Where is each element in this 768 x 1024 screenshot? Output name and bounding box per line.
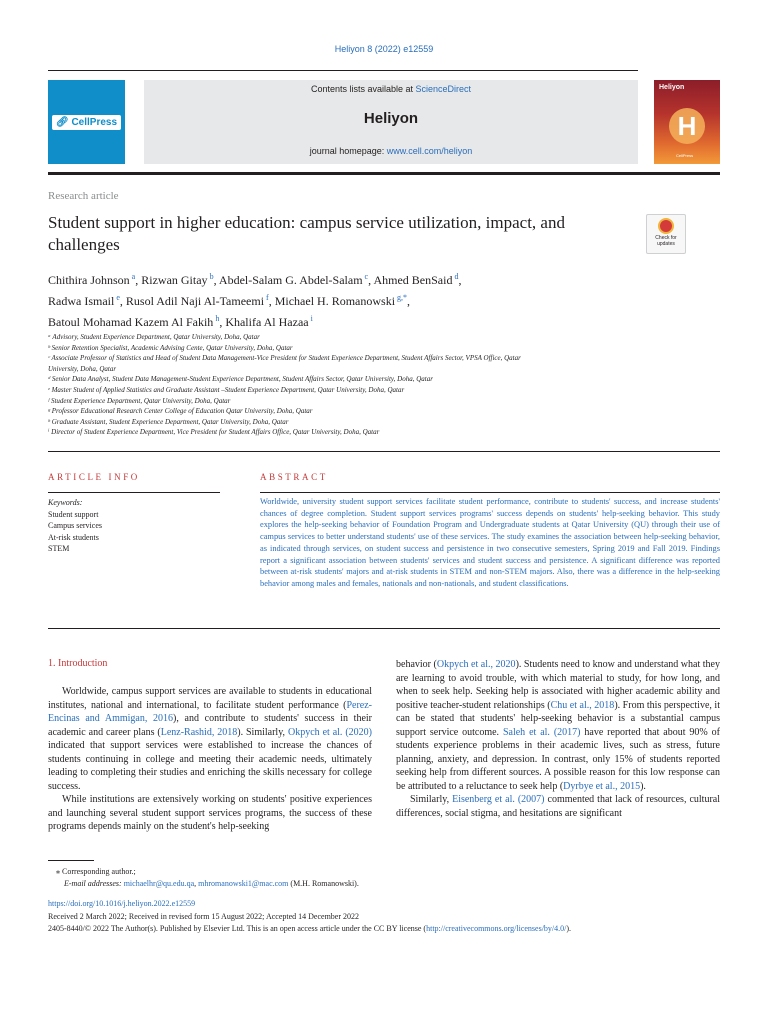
affiliation-marker[interactable]: c	[362, 272, 369, 281]
affiliation: ᵉ Master Student of Applied Statistics and Graduate Assistant –Student Experience Department, Qatar University, Doha, Qatar	[48, 385, 405, 394]
journal-title: Heliyon	[363, 110, 419, 127]
affiliation: University, Doha, Qatar	[48, 364, 117, 373]
email-link[interactable]: mhromanowski1@mac.com	[198, 879, 289, 888]
link-icon: 🔗︎	[55, 116, 69, 128]
body-paragraph	[396, 793, 720, 820]
citation-link[interactable]: Lenz-Rashid, 2018	[160, 726, 238, 738]
body-text: ), and contribute to students' success in their academic and career plans (	[48, 713, 372, 738]
cellpress-label: CellPress	[71, 116, 118, 128]
doi-link[interactable]: https://doi.org/10.1016/j.heliyon.2022.e12559	[48, 899, 196, 908]
footnote-rule	[48, 860, 94, 861]
citation-link[interactable]: Eisenberg et al. (2007)	[452, 794, 545, 805]
author-list	[48, 268, 720, 331]
abstract-rule	[260, 492, 720, 493]
author-separator: ,	[219, 315, 226, 329]
affiliation: ᶠ Student Experience Department, Qatar University, Doha, Qatar	[48, 396, 231, 405]
email-label: E-mail addresses:	[64, 879, 122, 888]
corresponding-author-note: ⁎ Corresponding author.;	[56, 867, 136, 876]
homepage-link[interactable]: www.cell.com/heliyon	[386, 146, 473, 156]
keyword: Campus services	[48, 521, 102, 531]
keywords-label: Keywords:	[48, 498, 83, 507]
body-text: commented that lack of resources, cultural differences, social stigma, and hesitations are significant	[396, 794, 720, 819]
cover-letter: H	[677, 111, 697, 141]
introduction-heading: 1. Introduction	[48, 658, 108, 669]
sciencedirect-link[interactable]: ScienceDirect	[415, 84, 472, 94]
contents-prefix: Contents lists available at	[310, 84, 416, 94]
check-for-updates-button[interactable]	[646, 214, 686, 254]
affiliation-marker[interactable]: d	[452, 272, 459, 281]
citation-link[interactable]: Okpych et al. (2020)	[287, 726, 372, 738]
homepage-line	[144, 146, 638, 156]
license-line	[48, 923, 571, 934]
author-separator: ,	[119, 294, 126, 308]
section-rule	[48, 451, 720, 452]
license-suffix: ).	[566, 924, 572, 933]
affiliation: ʰ Graduate Assistant, Student Experience Department, Qatar University, Doha, Qatar	[48, 417, 289, 426]
author-name[interactable]: Abdel-Salam G. Abdel-Salam	[218, 273, 363, 287]
author-separator: ,	[213, 273, 219, 287]
body-text: behavior (	[396, 659, 437, 670]
affiliation-marker[interactable]: i	[308, 314, 313, 323]
cellpress-badge	[52, 115, 121, 130]
citation-link[interactable]: Dyrbye et al., 2015	[563, 780, 641, 792]
journal-cover[interactable]	[654, 80, 720, 164]
author-name[interactable]: Radwa Ismail	[48, 294, 115, 308]
affiliation-marker[interactable]: a	[129, 272, 136, 281]
body-text: ). Similarly,	[237, 726, 288, 738]
body-paragraph	[396, 658, 720, 793]
body-paragraph	[48, 793, 372, 834]
author-name[interactable]: Rusol Adil Naji Al-Tameemi	[125, 294, 265, 308]
author-separator: ,	[368, 273, 374, 287]
email-link[interactable]: michaelhr@qu.edu.qa	[123, 879, 195, 888]
license-link[interactable]: http://creativecommons.org/licenses/by/4.0/	[426, 924, 567, 933]
article-info-heading: ARTICLE INFO	[48, 472, 140, 482]
body-text: ). From this perspective, it can be stated that students' help-seeking behavior is a substantial campus support service outcome.	[396, 699, 720, 738]
author-name[interactable]: Batoul Mohamad Kazem Al Fakih	[48, 315, 214, 329]
received-dates: Received 2 March 2022; Received in revised form 15 August 2022; Accepted 14 December 2022	[48, 912, 360, 921]
body-text: ). Students need to know and understand what they are learning to avoid trouble, with which material to study, for how long, and when to seek help. Seeking help is associated with higher academic ability and positive teacher-student relationships (	[396, 659, 720, 711]
affiliation: ᵈ Senior Data Analyst, Student Data Management-Student Experience Department, Student Affairs Sector, Qatar University, Doha, Qatar	[48, 375, 433, 384]
affiliation-list	[48, 332, 648, 438]
body-text: indicated that support services were established to increase the chances of students continuing in college and meeting their academic needs, ultimately leading to completing their studies and enriching the skills necessary for college success.	[48, 740, 372, 792]
author-separator: ,	[268, 294, 275, 308]
body-column-left	[48, 685, 372, 834]
affiliation: ᵇ Senior Retention Specialist, Academic Advising Cente, Qatar University, Doha, Qatar	[48, 343, 293, 352]
author-name[interactable]: Rizwan Gitay	[141, 273, 208, 287]
bookmark-icon	[658, 218, 674, 234]
cover-publisher: CellPress	[676, 153, 694, 158]
affiliation-marker[interactable]: h	[213, 314, 220, 323]
body-paragraph	[48, 685, 372, 793]
author-name[interactable]: Michael H. Romanowski	[274, 294, 396, 308]
author-separator: ,	[407, 294, 411, 308]
affiliation-marker[interactable]: e	[114, 293, 120, 302]
body-text: While institutions are extensively working on students' positive experiences and launching several student support services programs, the success of these programs depends mainly on the student's help-seeking	[48, 794, 372, 832]
email-line: E-mail addresses: michaelhr@qu.edu.qa, mhromanowski1@mac.com (M.H. Romanowski).	[64, 879, 359, 888]
citation-link[interactable]: Saleh et al. (2017)	[502, 726, 581, 738]
email-owner: (M.H. Romanowski).	[288, 879, 359, 888]
cellpress-logo[interactable]	[48, 80, 125, 164]
citation-link[interactable]: Perez-Encinas and Ammigan, 2016	[48, 699, 372, 724]
author-name[interactable]: Khalifa Al Hazaa	[225, 315, 309, 329]
affiliation: ⁱ Director of Student Experience Department, Vice President for Student Affairs Office, Qatar University, Doha, Qatar	[48, 428, 380, 437]
affiliation: ᵃ Advisory, Student Experience Department, Qatar University, Doha, Qatar	[48, 333, 260, 341]
author-name[interactable]: Ahmed BenSaid	[373, 273, 453, 287]
body-text: Similarly,	[410, 794, 453, 805]
homepage-prefix: journal homepage:	[309, 146, 387, 156]
affiliation: ᵍ Professor Educational Research Center College of Education Qatar University, Doha, Qatar	[48, 407, 313, 416]
author-separator: ,	[458, 273, 462, 287]
contents-line	[144, 84, 638, 94]
affiliation: ᶜ Associate Professor of Statistics and Head of Student Data Management-Vice President for Student Experience Department, Student Affairs Sector, VPSA Office, Qatar	[48, 354, 521, 363]
journal-header-band	[144, 80, 638, 164]
header-rule	[48, 70, 638, 71]
citation-link[interactable]: Okpych et al., 2020	[436, 659, 516, 670]
header-thick-rule	[48, 172, 720, 175]
affiliation-marker[interactable]: g,*	[395, 293, 408, 302]
paper-title: Student support in higher education: campus service utilization, impact, and challenges	[48, 213, 565, 254]
journal-citation[interactable]: Heliyon 8 (2022) e12559	[334, 44, 434, 54]
abstract-text: Worldwide, university student support services facilitate student performance, contribute to students' success, and increase students' chances of degree completion. Student support services programs' success depends on students' help-seeking behavior. This study explores the help-seeking behavior of Foundation Program and Undergraduate students at Qatar University (QU) through their use of campus services to better understand students' use of these services. The study examines the association between help-seeking behavior, as indicated through services, on student success and persistence in two consecutive semesters, Spring 2019 and Fall 2019. Findings report a significant association between students' services and student success and persistence. A significant difference was reported between at-risk students' majors and at-risk students in STEM and non-STEM majors. Also, there was a difference in the help-seeking behavior among males and females, nationals and non-nationals, and student classifications.	[260, 497, 720, 588]
keyword: At-risk students	[48, 532, 99, 542]
author-name[interactable]: Chithira Johnson	[48, 273, 130, 287]
article-info-rule	[48, 492, 220, 493]
body-text: Worldwide, campus support services are available to students in educational institutes, national and international, to facilitate student performance (	[48, 686, 372, 711]
license-prefix: 2405-8440/© 2022 The Author(s). Published by Elsevier Ltd. This is an open access article under the CC BY license (	[48, 924, 427, 933]
check-updates-label: Check for updates	[655, 235, 677, 247]
abstract-heading: ABSTRACT	[260, 472, 328, 482]
affiliation-marker[interactable]: f	[264, 293, 269, 302]
keyword: STEM	[48, 544, 70, 554]
author-separator: ,	[135, 273, 142, 287]
body-text: have reported that about 90% of students experience problems in their academic lives, such as stress, future planning, anxiety, and depression. In contrast, only 15% of students reported seeking help from different sources. A possible reason for this low response can be attributed to a reluctance to seek help (	[396, 726, 720, 792]
cover-title: Heliyon	[659, 84, 685, 91]
keywords-block	[48, 497, 220, 555]
abstract-bottom-rule	[48, 628, 720, 629]
body-text: ).	[640, 780, 646, 792]
body-column-right	[396, 658, 720, 820]
article-type: Research article	[48, 190, 119, 202]
affiliation-marker[interactable]: b	[207, 272, 214, 281]
keyword: Student support	[48, 509, 99, 519]
citation-link[interactable]: Chu et al., 2018	[550, 699, 615, 711]
